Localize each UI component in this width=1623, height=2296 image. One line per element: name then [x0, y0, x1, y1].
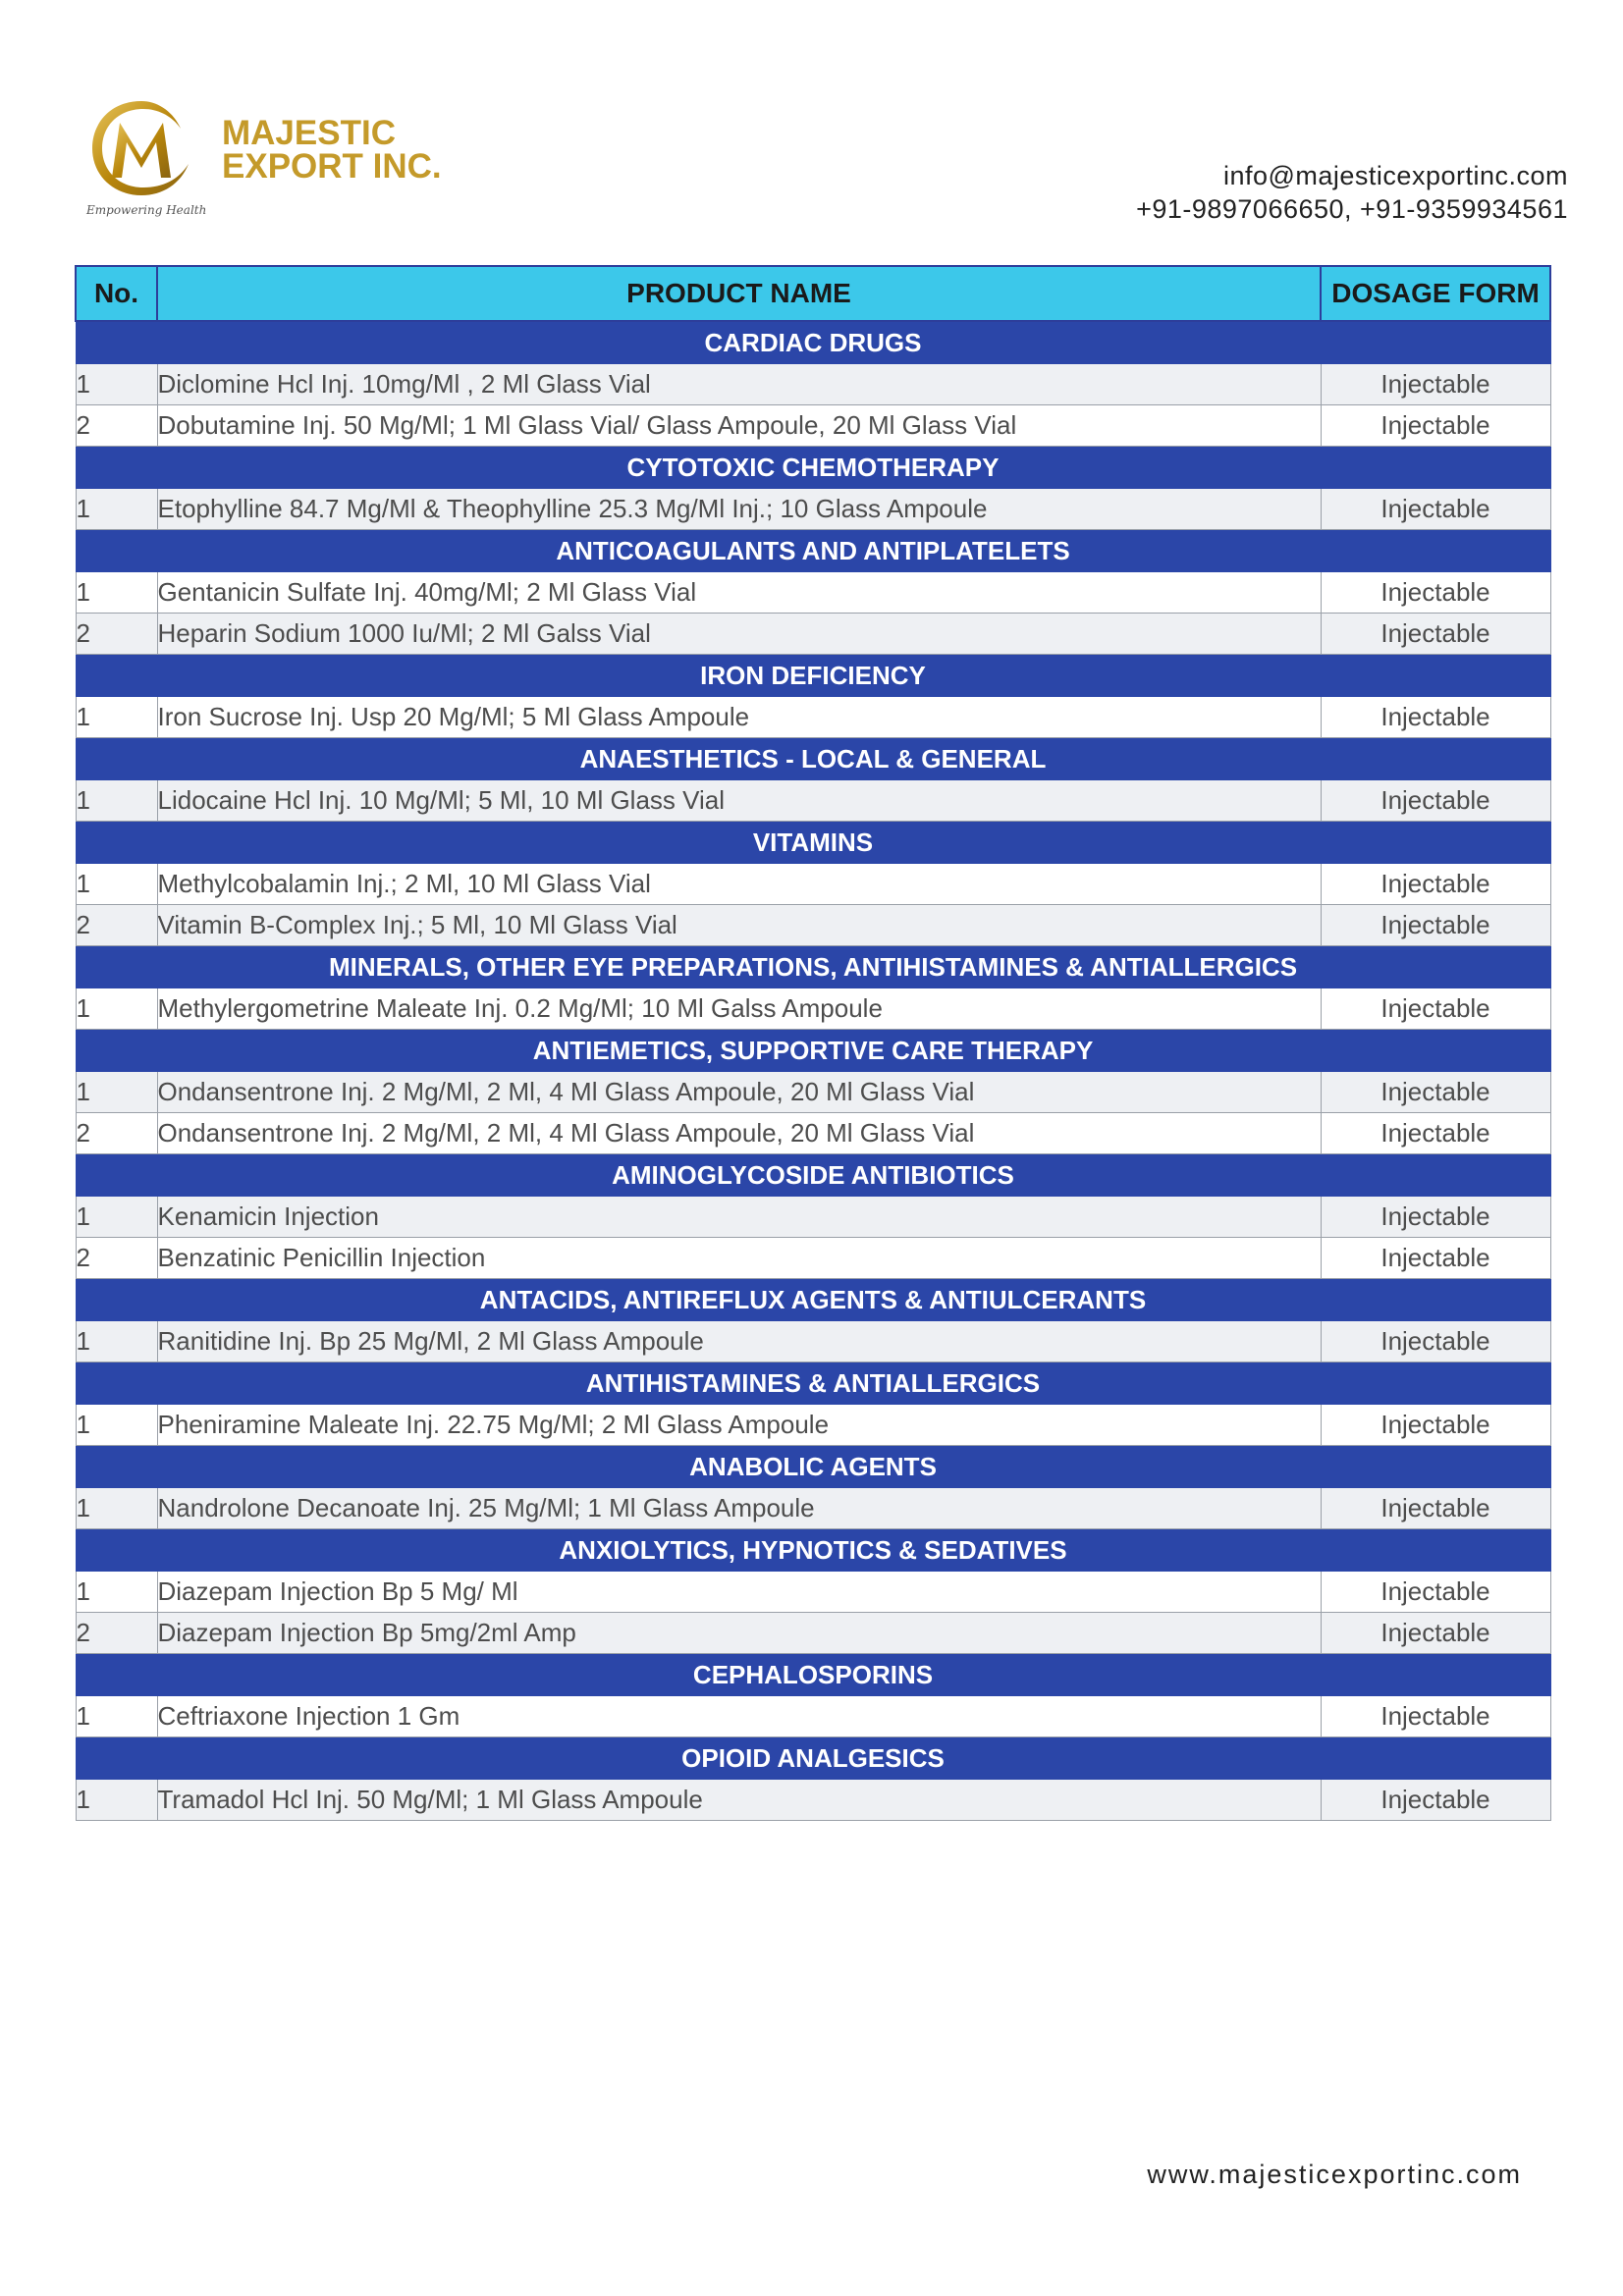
- section-title: CYTOTOXIC CHEMOTHERAPY: [76, 447, 1550, 489]
- product-table: [75, 265, 1551, 1821]
- section-title: CARDIAC DRUGS: [76, 321, 1550, 364]
- column-header-product-name: PRODUCT NAME: [157, 266, 1321, 321]
- section-header-row: [76, 738, 1550, 780]
- column-header-dosage-form: DOSAGE FORM: [1321, 266, 1550, 321]
- section-title: ANAESTHETICS - LOCAL & GENERAL: [76, 738, 1550, 780]
- section-header-row: [76, 1030, 1550, 1072]
- section-header-row: [76, 1362, 1550, 1405]
- table-row: [76, 572, 1550, 614]
- dosage-form: Injectable: [1321, 364, 1550, 405]
- product-name: Methylergometrine Maleate Inj. 0.2 Mg/Ml; 10 Ml Galss Ampoule: [157, 988, 1321, 1030]
- contact-info: [1136, 159, 1568, 226]
- section-title: ANTIHISTAMINES & ANTIALLERGICS: [76, 1362, 1550, 1405]
- section-title: ANTACIDS, ANTIREFLUX AGENTS & ANTIULCERANTS: [76, 1279, 1550, 1321]
- row-number: 2: [76, 614, 157, 655]
- table-row: [76, 864, 1550, 905]
- row-number: 2: [76, 905, 157, 946]
- table-row: [76, 780, 1550, 822]
- product-name: Methylcobalamin Inj.; 2 Ml, 10 Ml Glass Vial: [157, 864, 1321, 905]
- product-name: Pheniramine Maleate Inj. 22.75 Mg/Ml; 2 Ml Glass Ampoule: [157, 1405, 1321, 1446]
- section-title: AMINOGLYCOSIDE ANTIBIOTICS: [76, 1154, 1550, 1197]
- product-name: Lidocaine Hcl Inj. 10 Mg/Ml; 5 Ml, 10 Ml Glass Vial: [157, 780, 1321, 822]
- dosage-form: Injectable: [1321, 1238, 1550, 1279]
- section-header-row: [76, 1279, 1550, 1321]
- product-name: Dobutamine Inj. 50 Mg/Ml; 1 Ml Glass Vial/ Glass Ampoule, 20 Ml Glass Vial: [157, 405, 1321, 447]
- brand-name: [222, 114, 442, 186]
- product-name: Diazepam Injection Bp 5mg/2ml Amp: [157, 1613, 1321, 1654]
- row-number: 1: [76, 572, 157, 614]
- brand-tagline: Empowering Health: [86, 203, 207, 217]
- dosage-form: Injectable: [1321, 1780, 1550, 1821]
- company-logo: [86, 93, 499, 231]
- section-header-row: [76, 1737, 1550, 1780]
- product-name: Iron Sucrose Inj. Usp 20 Mg/Ml; 5 Ml Glass Ampoule: [157, 697, 1321, 738]
- table-row: [76, 905, 1550, 946]
- section-title: ANTICOAGULANTS AND ANTIPLATELETS: [76, 530, 1550, 572]
- dosage-form: Injectable: [1321, 1072, 1550, 1113]
- brand-line-2: EXPORT INC.: [222, 147, 442, 186]
- dosage-form: Injectable: [1321, 1197, 1550, 1238]
- section-header-row: [76, 321, 1550, 364]
- table-row: [76, 1780, 1550, 1821]
- section-title: CEPHALOSPORINS: [76, 1654, 1550, 1696]
- product-name: Diazepam Injection Bp 5 Mg/ Ml: [157, 1572, 1321, 1613]
- section-title: OPIOID ANALGESICS: [76, 1737, 1550, 1780]
- product-name: Ceftriaxone Injection 1 Gm: [157, 1696, 1321, 1737]
- product-name: Benzatinic Penicillin Injection: [157, 1238, 1321, 1279]
- section-title: ANTIEMETICS, SUPPORTIVE CARE THERAPY: [76, 1030, 1550, 1072]
- product-name: Heparin Sodium 1000 Iu/Ml; 2 Ml Galss Vial: [157, 614, 1321, 655]
- dosage-form: Injectable: [1321, 489, 1550, 530]
- dosage-form: Injectable: [1321, 1696, 1550, 1737]
- row-number: 1: [76, 1197, 157, 1238]
- dosage-form: Injectable: [1321, 614, 1550, 655]
- brand-line-1: MAJESTIC: [222, 114, 396, 152]
- row-number: 1: [76, 489, 157, 530]
- section-title: VITAMINS: [76, 822, 1550, 864]
- row-number: 2: [76, 1113, 157, 1154]
- section-header-row: [76, 1529, 1550, 1572]
- dosage-form: Injectable: [1321, 697, 1550, 738]
- table-row: [76, 1696, 1550, 1737]
- table-row: [76, 1113, 1550, 1154]
- section-header-row: [76, 1446, 1550, 1488]
- product-name: Vitamin B-Complex Inj.; 5 Ml, 10 Ml Glass Vial: [157, 905, 1321, 946]
- dosage-form: Injectable: [1321, 1488, 1550, 1529]
- dosage-form: Injectable: [1321, 405, 1550, 447]
- row-number: 2: [76, 1613, 157, 1654]
- contact-email[interactable]: info@majesticexportinc.com: [1222, 161, 1568, 190]
- row-number: 1: [76, 988, 157, 1030]
- row-number: 1: [76, 364, 157, 405]
- dosage-form: Injectable: [1321, 864, 1550, 905]
- row-number: 1: [76, 697, 157, 738]
- product-name: Ondansentrone Inj. 2 Mg/Ml, 2 Ml, 4 Ml Glass Ampoule, 20 Ml Glass Vial: [157, 1113, 1321, 1154]
- majestic-m-logo-icon: [86, 93, 196, 203]
- row-number: 2: [76, 405, 157, 447]
- product-name: Nandrolone Decanoate Inj. 25 Mg/Ml; 1 Ml Glass Ampoule: [157, 1488, 1321, 1529]
- contact-phones[interactable]: +91-9897066650, +91-9359934561: [1136, 194, 1568, 224]
- row-number: 1: [76, 1321, 157, 1362]
- dosage-form: Injectable: [1321, 905, 1550, 946]
- dosage-form: Injectable: [1321, 1405, 1550, 1446]
- dosage-form: Injectable: [1321, 572, 1550, 614]
- table-row: [76, 1405, 1550, 1446]
- table-row: [76, 1072, 1550, 1113]
- section-title: ANXIOLYTICS, HYPNOTICS & SEDATIVES: [76, 1529, 1550, 1572]
- product-name: Diclomine Hcl Inj. 10mg/Ml , 2 Ml Glass Vial: [157, 364, 1321, 405]
- row-number: 1: [76, 1072, 157, 1113]
- table-row: [76, 1488, 1550, 1529]
- row-number: 1: [76, 1488, 157, 1529]
- row-number: 1: [76, 780, 157, 822]
- dosage-form: Injectable: [1321, 988, 1550, 1030]
- dosage-form: Injectable: [1321, 780, 1550, 822]
- dosage-form: Injectable: [1321, 1572, 1550, 1613]
- dosage-form: Injectable: [1321, 1321, 1550, 1362]
- product-name: Gentanicin Sulfate Inj. 40mg/Ml; 2 Ml Glass Vial: [157, 572, 1321, 614]
- product-name: Etophylline 84.7 Mg/Ml & Theophylline 25.3 Mg/Ml Inj.; 10 Glass Ampoule: [157, 489, 1321, 530]
- section-header-row: [76, 1654, 1550, 1696]
- section-title: IRON DEFICIENCY: [76, 655, 1550, 697]
- table-row: [76, 614, 1550, 655]
- table-row: [76, 697, 1550, 738]
- column-header-no: No.: [76, 266, 157, 321]
- table-row: [76, 1572, 1550, 1613]
- table-row: [76, 489, 1550, 530]
- section-header-row: [76, 447, 1550, 489]
- product-name: Tramadol Hcl Inj. 50 Mg/Ml; 1 Ml Glass Ampoule: [157, 1780, 1321, 1821]
- dosage-form: Injectable: [1321, 1113, 1550, 1154]
- section-header-row: [76, 822, 1550, 864]
- table-row: [76, 364, 1550, 405]
- table-body: [76, 321, 1550, 1821]
- section-header-row: [76, 1154, 1550, 1197]
- dosage-form: Injectable: [1321, 1613, 1550, 1654]
- row-number: 2: [76, 1238, 157, 1279]
- table-row: [76, 1238, 1550, 1279]
- row-number: 1: [76, 864, 157, 905]
- table-row: [76, 405, 1550, 447]
- table-row: [76, 988, 1550, 1030]
- row-number: 1: [76, 1572, 157, 1613]
- product-name: Ondansentrone Inj. 2 Mg/Ml, 2 Ml, 4 Ml Glass Ampoule, 20 Ml Glass Vial: [157, 1072, 1321, 1113]
- section-title: MINERALS, OTHER EYE PREPARATIONS, ANTIHISTAMINES & ANTIALLERGICS: [76, 946, 1550, 988]
- table-header-row: [76, 266, 1550, 321]
- row-number: 1: [76, 1696, 157, 1737]
- section-header-row: [76, 530, 1550, 572]
- section-header-row: [76, 655, 1550, 697]
- table-row: [76, 1197, 1550, 1238]
- section-header-row: [76, 946, 1550, 988]
- section-title: ANABOLIC AGENTS: [76, 1446, 1550, 1488]
- product-name: Kenamicin Injection: [157, 1197, 1321, 1238]
- product-name: Ranitidine Inj. Bp 25 Mg/Ml, 2 Ml Glass Ampoule: [157, 1321, 1321, 1362]
- row-number: 1: [76, 1405, 157, 1446]
- row-number: 1: [76, 1780, 157, 1821]
- footer-website[interactable]: www.majesticexportinc.com: [1147, 2160, 1522, 2189]
- table-row: [76, 1613, 1550, 1654]
- table-row: [76, 1321, 1550, 1362]
